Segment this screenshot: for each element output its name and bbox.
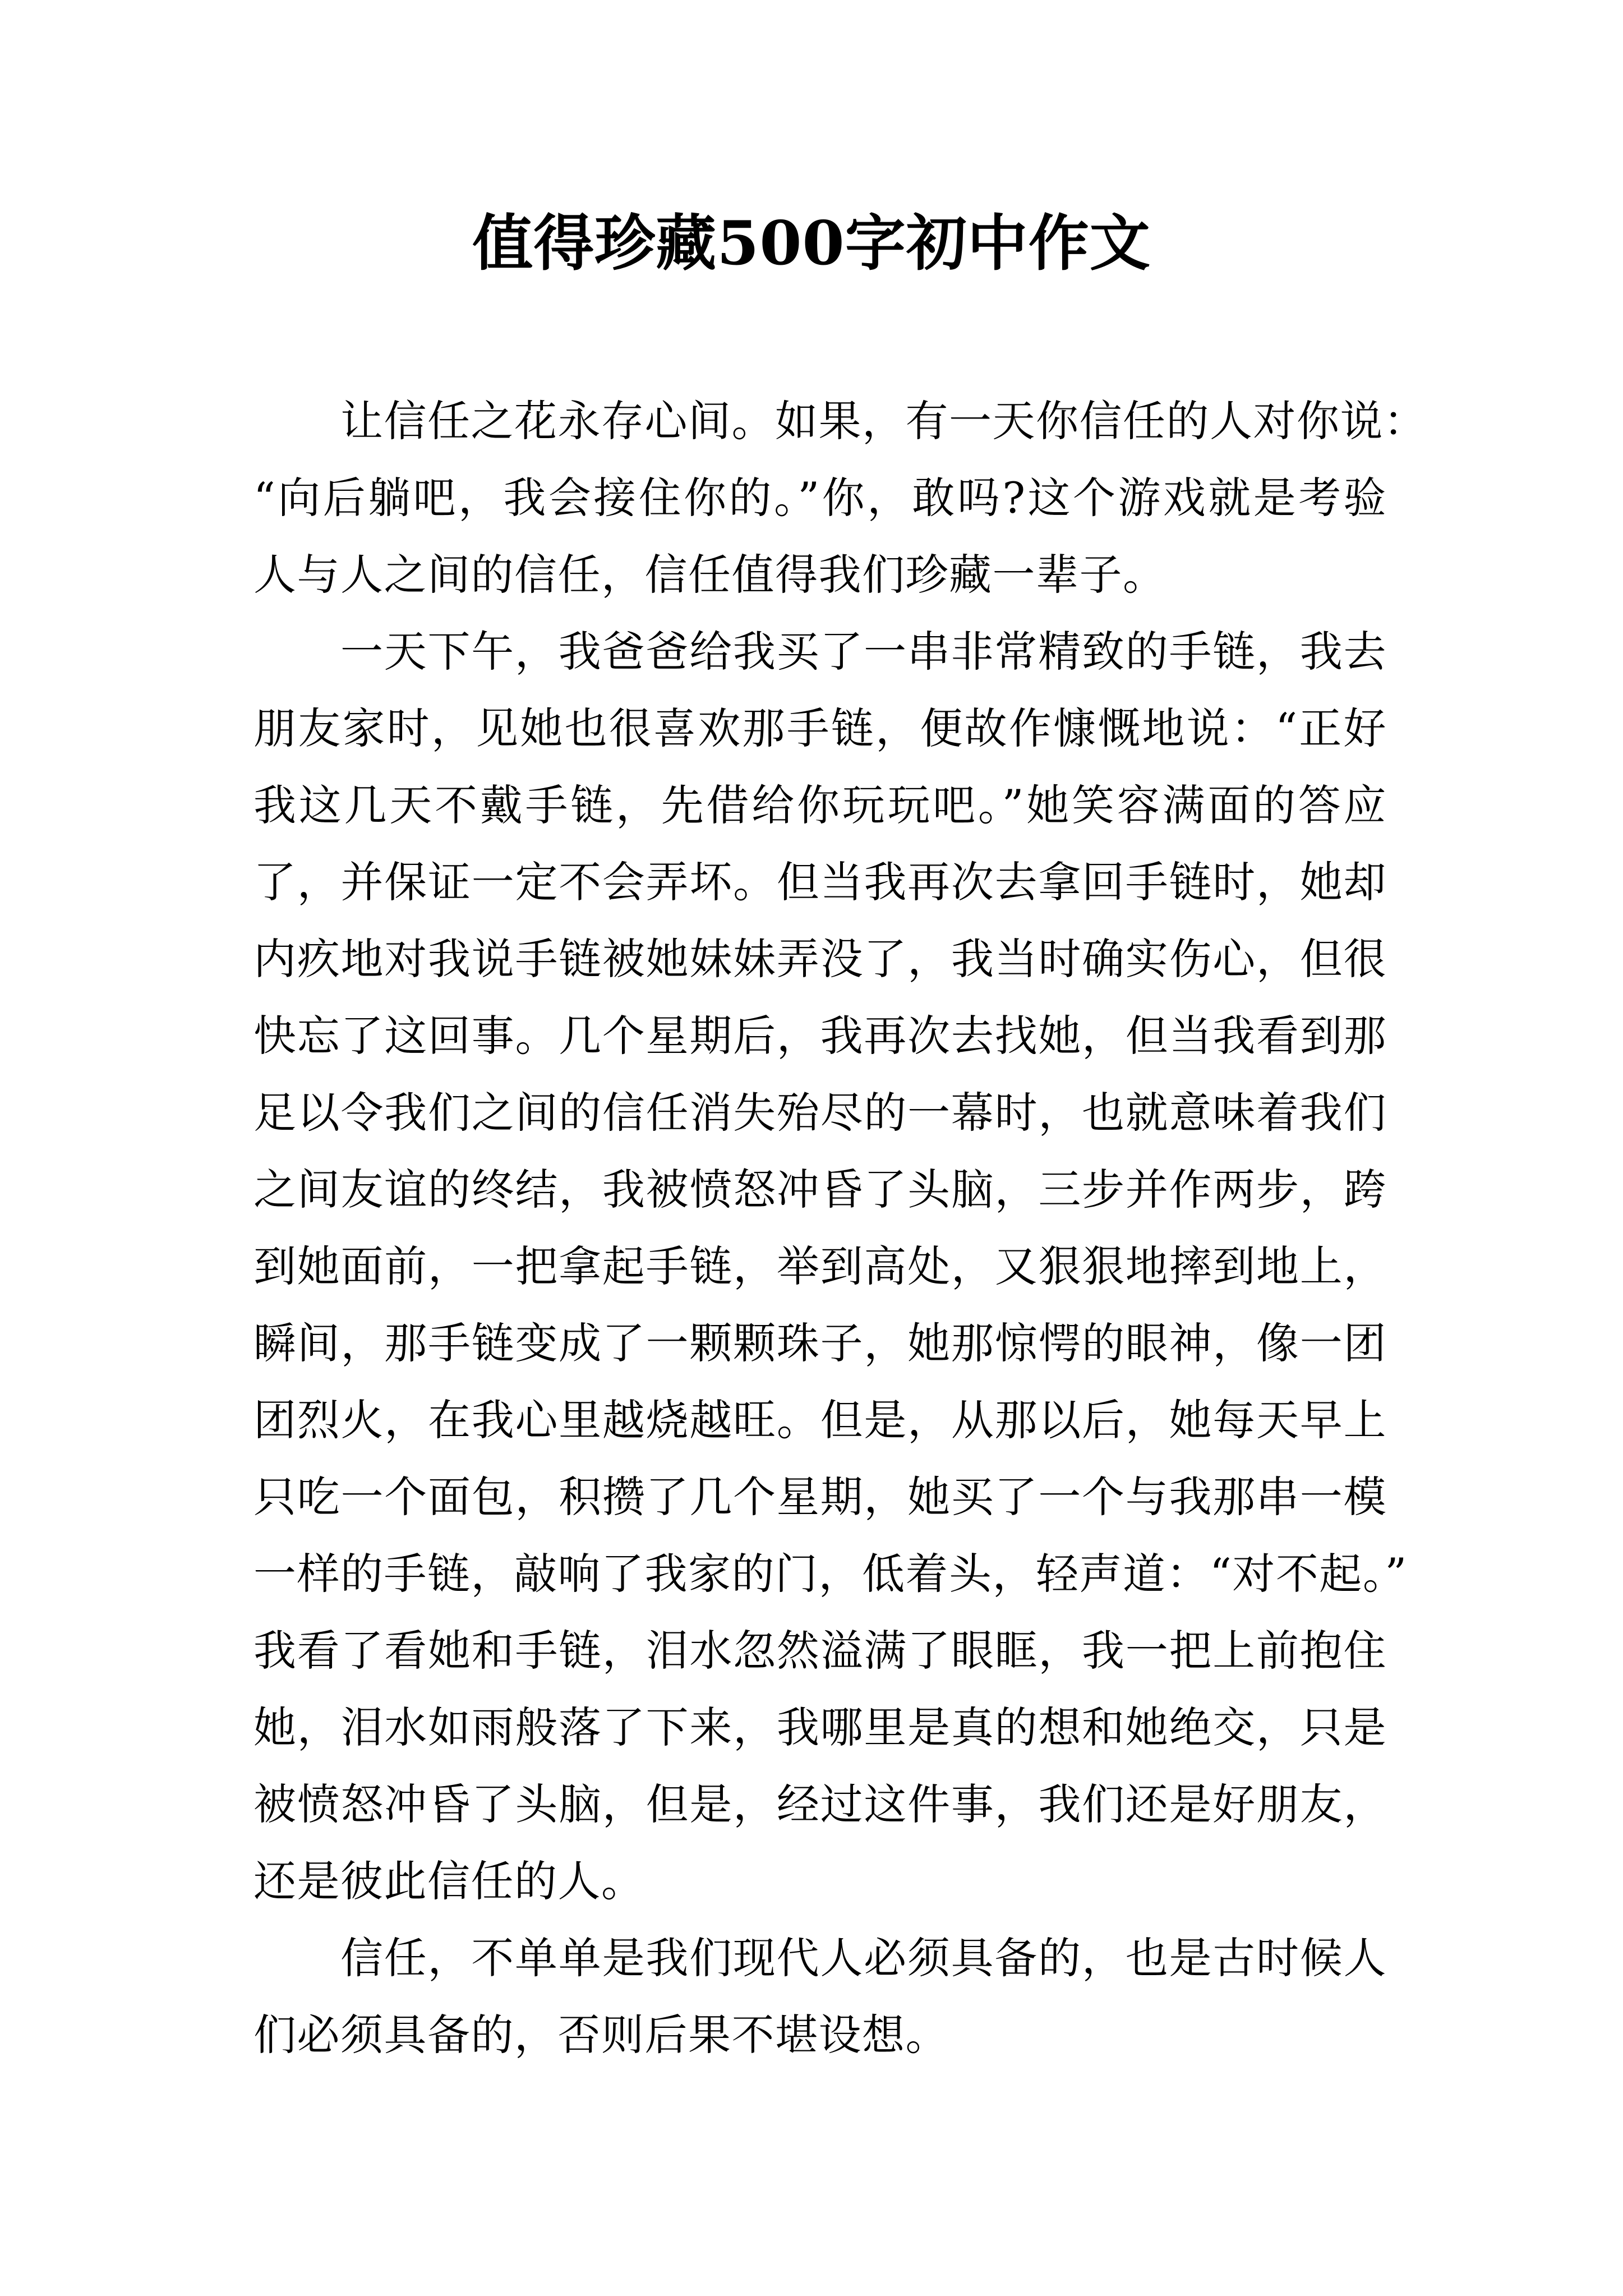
paragraph-line: 信任，不单单是我们现代人必须具备的，也是古时候人 xyxy=(340,1933,1387,1983)
paragraph-line: 内疚地对我说手链被她妹妹弄没了，我当时确实伤心，但很 xyxy=(253,934,1387,984)
paragraph-3 xyxy=(253,1920,1387,2073)
paragraph-line: 我这几天不戴手链，先借给你玩玩吧。”她笑容满面的答应 xyxy=(253,780,1387,830)
paragraph-line: 我看了看她和手链，泪水忽然溢满了眼眶，我一把上前抱住 xyxy=(253,1626,1387,1676)
paragraph-line: 到她面前，一把拿起手链，举到高处，又狠狠地摔到地上， xyxy=(253,1241,1387,1291)
paragraph-line: 让信任之花永存心间。如果，有一天你信任的人对你说： xyxy=(340,396,1427,446)
paragraph-line: 快忘了这回事。几个星期后，我再次去找她，但当我看到那 xyxy=(253,1011,1387,1061)
paragraph-line: 之间友谊的终结，我被愤怒冲昏了头脑，三步并作两步，跨 xyxy=(253,1165,1387,1214)
paragraph-line: “向后躺吧，我会接住你的。”你，敢吗?这个游戏就是考验 xyxy=(253,473,1387,523)
paragraph-line: 朋友家时，见她也很喜欢那手链，便故作慷慨地说：“正好 xyxy=(253,703,1387,753)
paragraph-line: 一天下午，我爸爸给我买了一串非常精致的手链，我去 xyxy=(340,627,1387,677)
document-body xyxy=(253,383,1427,2073)
paragraph-line: 被愤怒冲昏了头脑，但是，经过这件事，我们还是好朋友， xyxy=(253,1779,1387,1829)
document-title: 值得珍藏500字初中作文 xyxy=(472,208,1151,279)
paragraph-line: 一样的手链，敲响了我家的门，低着头，轻声道：“对不起。” xyxy=(253,1549,1408,1599)
paragraph-2 xyxy=(253,613,1408,1920)
paragraph-line: 足以令我们之间的信任消失殆尽的一幕时，也就意味着我们 xyxy=(253,1088,1387,1138)
paragraph-line: 还是彼此信任的人。 xyxy=(253,1856,645,1906)
paragraph-line: 她，泪水如雨般落了下来，我哪里是真的想和她绝交，只是 xyxy=(253,1703,1387,1752)
paragraph-line: 们必须具备的，否则后果不堪设想。 xyxy=(253,2010,949,2060)
paragraph-1 xyxy=(253,383,1427,613)
paragraph-line: 团烈火，在我心里越烧越旺。但是，从那以后，她每天早上 xyxy=(253,1395,1387,1445)
paragraph-line: 瞬间，那手链变成了一颗颗珠子，她那惊愕的眼神，像一团 xyxy=(253,1318,1387,1368)
paragraph-line: 人与人之间的信任，信任值得我们珍藏一辈子。 xyxy=(253,550,1166,600)
paragraph-line: 了，并保证一定不会弄坏。但当我再次去拿回手链时，她却 xyxy=(253,857,1387,907)
paragraph-line: 只吃一个面包，积攒了几个星期，她买了一个与我那串一模 xyxy=(253,1472,1387,1522)
